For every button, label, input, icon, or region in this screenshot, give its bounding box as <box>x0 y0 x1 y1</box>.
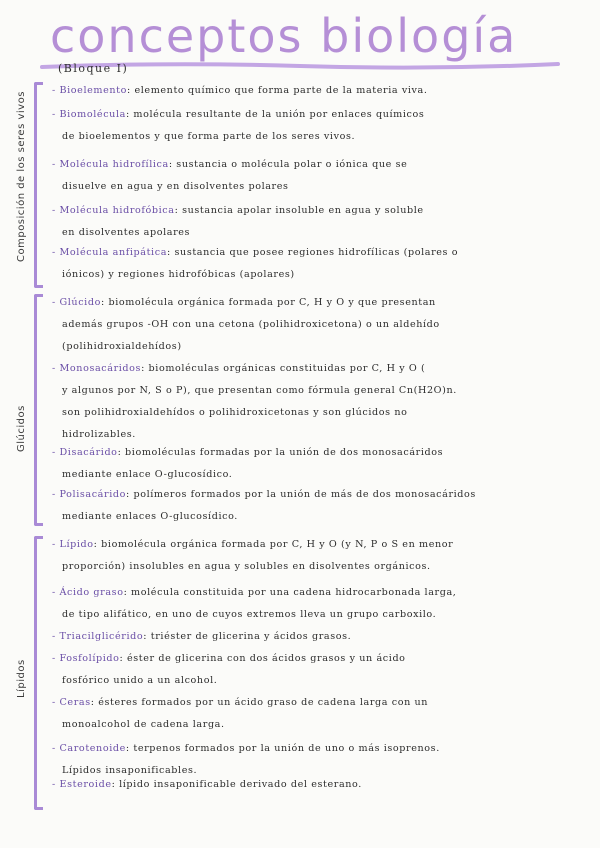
definition-line: : sustancia o molécula polar o iónica que se <box>168 159 408 170</box>
definition-line: son polihidroxialdehídos o polihidroxicetonas y son glúcidos no <box>62 407 408 418</box>
definition-line: : éster de glicerina con dos ácidos grasos y un ácido <box>119 653 406 664</box>
definition-line: : molécula resultante de la unión por enlaces químicos <box>125 109 425 120</box>
definition-line: : elemento químico que forma parte de la materia viva. <box>127 85 428 96</box>
entry-biomolecula <box>52 104 572 148</box>
section-bracket-glucidos <box>34 294 43 526</box>
definition-line: de tipo alifático, en uno de cuyos extremos lleva un grupo carboxilo. <box>62 609 437 620</box>
entry-molecula-hidrofilica <box>52 154 572 198</box>
definition-line: : terpenos formados por la unión de uno o más isoprenos. <box>125 743 440 754</box>
definition-line: : biomoléculas formadas por la unión de dos monosacáridos <box>117 447 444 458</box>
entry-molecula-anfipatica <box>52 242 572 286</box>
definition-line: y algunos por N, S o P), que presentan como fórmula general Cn(H2O)n. <box>62 385 457 396</box>
definition-line: : sustancia que posee regiones hidrofílicas (polares o <box>167 247 459 258</box>
term: - Ácido graso <box>52 587 124 598</box>
entry-molecula-hidrofobica <box>52 200 572 244</box>
term: - Carotenoide <box>52 743 126 754</box>
section-label-composition: Composición de los seres vivos <box>16 91 27 262</box>
section-bracket-lipidos <box>34 536 43 810</box>
definition-line: : biomolécula orgánica formada por C, H y O y que presentan <box>100 297 436 308</box>
definition-line: hidrolizables. <box>62 429 136 440</box>
definition-line: fosfórico unido a un alcohol. <box>62 675 218 686</box>
term: - Fosfolípido <box>52 653 120 664</box>
definition-line: de bioelementos y que forma parte de los seres vivos. <box>62 131 356 142</box>
term: - Triacilglicérido <box>52 631 144 642</box>
definition-line: Lípidos insaponificables. <box>62 765 198 776</box>
definition-line: : sustancia apolar insoluble en agua y soluble <box>174 205 424 216</box>
definition-line: (polihidroxialdehídos) <box>62 341 182 352</box>
page-title: conceptos biología <box>50 9 518 63</box>
section-bracket-composition <box>34 82 43 288</box>
definition-line: : triéster de glicerina y ácidos grasos. <box>143 631 352 642</box>
term: - Esteroide <box>52 779 112 790</box>
definition-line: : biomoléculas orgánicas constituidas por C, H y O ( <box>141 363 426 374</box>
definition-line: : molécula constituida por una cadena hidrocarbonada larga, <box>123 587 457 598</box>
entry-monosacaridos <box>52 358 572 446</box>
entry-lipido <box>52 534 572 578</box>
entry-acido-graso <box>52 582 572 626</box>
definition-line: : lípido insaponificable derivado del esterano. <box>111 779 362 790</box>
term: - Molécula hidrofóbica <box>52 205 175 216</box>
definition-line: disuelve en agua y en disolventes polares <box>62 181 289 192</box>
definition-line: : biomolécula orgánica formada por C, H y O (y N, P o S en menor <box>93 539 454 550</box>
definition-line: mediante enlace O-glucosídico. <box>62 469 233 480</box>
definition-line: mediante enlaces O-glucosídico. <box>62 511 238 522</box>
entry-ceras <box>52 692 572 736</box>
definition-line: : polímeros formados por la unión de más de dos monosacáridos <box>125 489 476 500</box>
entry-bioelemento <box>52 80 572 102</box>
term: - Biomolécula <box>52 109 126 120</box>
definition-line: en disolventes apolares <box>62 227 191 238</box>
entry-triacilglicerido <box>52 626 572 648</box>
subtitle: (Bloque I) <box>58 62 129 75</box>
entry-disacarido <box>52 442 572 486</box>
term: - Molécula anfipática <box>52 247 168 258</box>
term: - Molécula hidrofílica <box>52 159 169 170</box>
section-label-glucidos: Glúcidos <box>16 405 27 452</box>
term: - Glúcido <box>52 297 101 308</box>
entry-fosfolipido <box>52 648 572 692</box>
definition-line: monoalcohol de cadena larga. <box>62 719 225 730</box>
entry-esteroide <box>52 774 572 796</box>
section-label-lipidos: Lípidos <box>16 659 27 698</box>
term: - Lípido <box>52 539 94 550</box>
entry-glucido <box>52 292 572 358</box>
term: - Monosacáridos <box>52 363 142 374</box>
definition-line: : ésteres formados por un ácido graso de cadena larga con un <box>90 697 429 708</box>
term: - Polisacárido <box>52 489 126 500</box>
term: - Disacárido <box>52 447 118 458</box>
term: - Ceras <box>52 697 91 708</box>
term: - Bioelemento <box>52 85 127 96</box>
entry-polisacarido <box>52 484 572 528</box>
definition-line: iónicos) y regiones hidrofóbicas (apolares) <box>62 269 295 280</box>
definition-line: proporción) insolubles en agua y solubles en disolventes orgánicos. <box>62 561 431 572</box>
definition-line: además grupos -OH con una cetona (polihidroxicetona) o un aldehído <box>62 319 440 330</box>
